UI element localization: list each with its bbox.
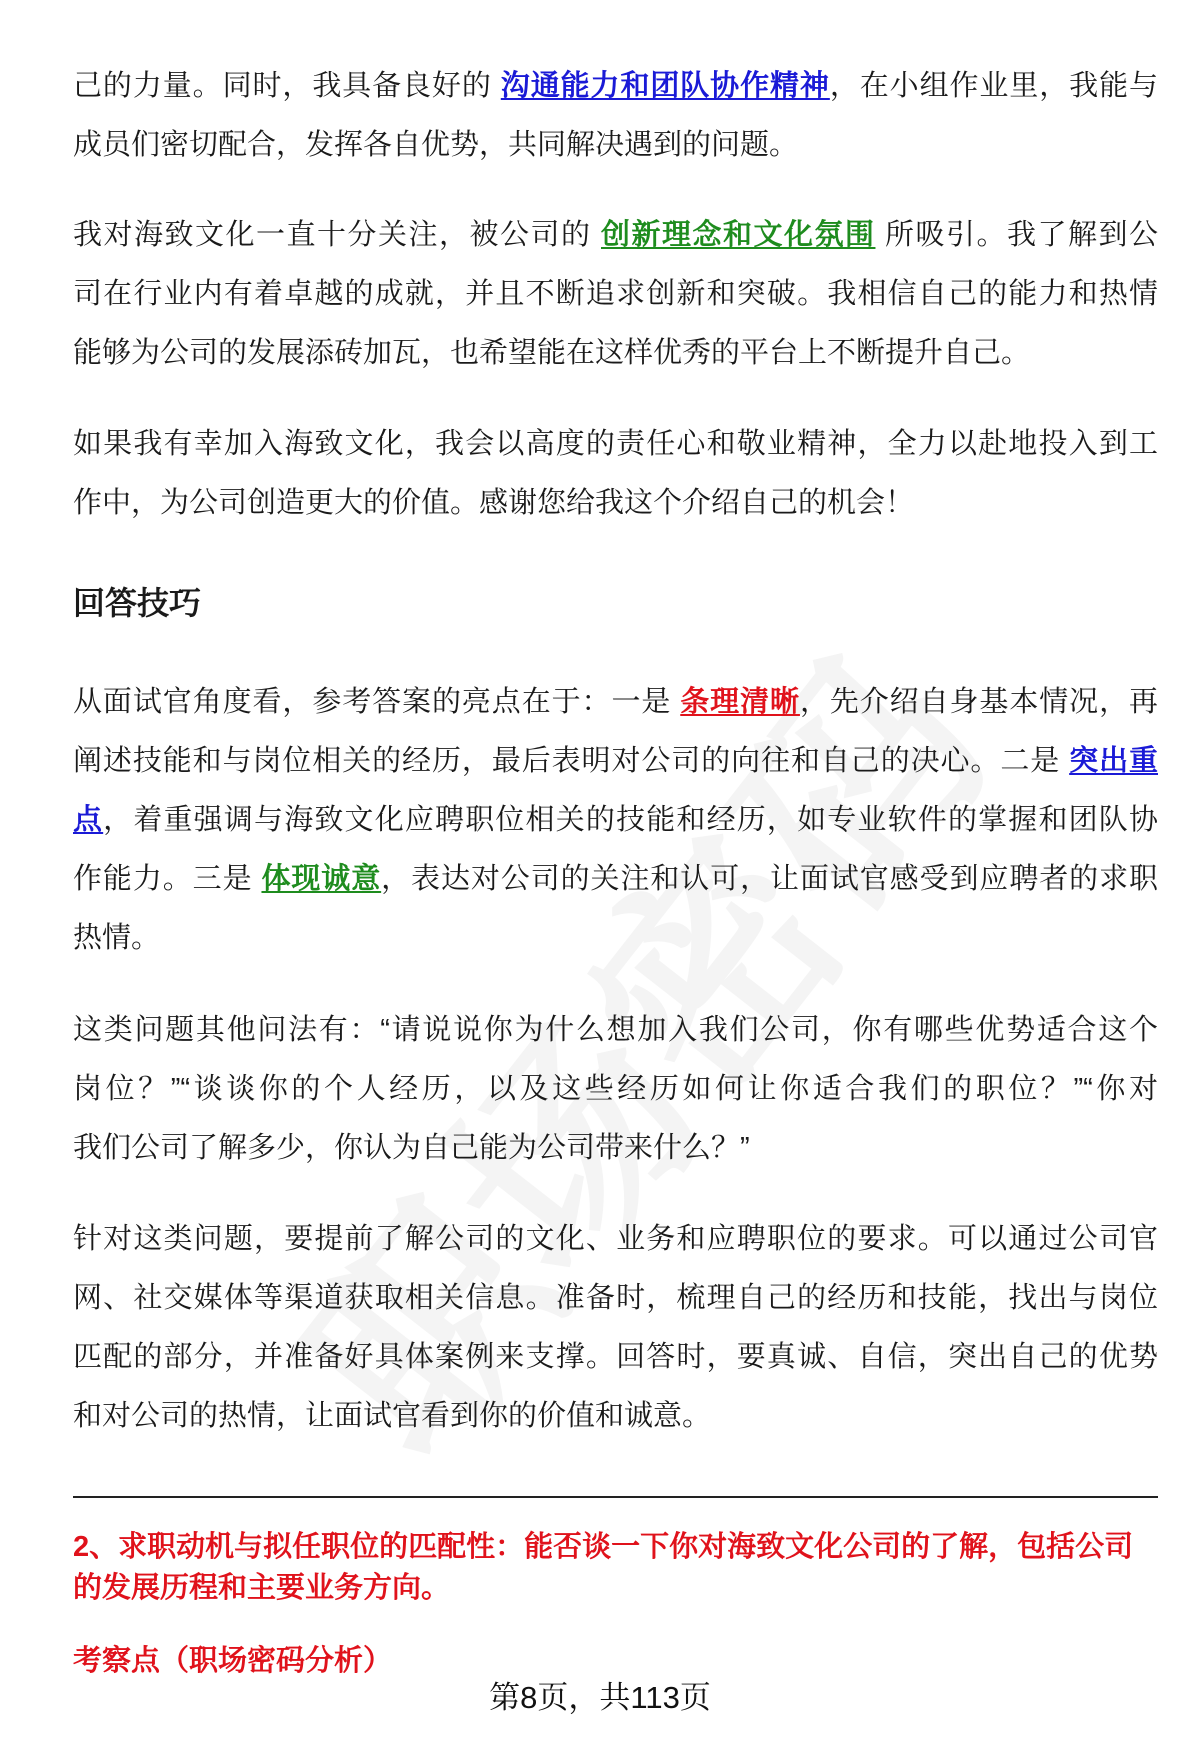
text-segment: 我对海致文化一直十分关注，被公司的 — [73, 219, 601, 251]
text-segment: 和对公司的热情，让面试官看到你的价值和诚意。 — [73, 1400, 712, 1432]
text-line — [73, 415, 1158, 474]
paragraph-3 — [73, 415, 1158, 533]
question-title: 2、求职动机与拟任职位的匹配性：能否谈一下你对海致文化公司的了解，包括公司的发展历程和主要业务方向。 — [73, 1531, 1134, 1604]
text-line — [73, 206, 1158, 265]
text-line — [73, 116, 1158, 175]
text-segment: 成员们密切配合，发挥各自优势，共同解决遇到的问题。 — [73, 129, 799, 161]
text-line — [73, 474, 1158, 533]
paragraph-2 — [73, 206, 1158, 383]
highlight-phrase: 创新理念和文化氛围 — [601, 219, 876, 251]
text-line — [73, 732, 1158, 791]
text-line — [73, 265, 1158, 324]
text-line — [73, 1060, 1158, 1119]
paragraph-1 — [73, 57, 1158, 175]
text-line — [73, 57, 1158, 116]
divider — [73, 1496, 1158, 1498]
text-line — [73, 1001, 1158, 1060]
text-line — [73, 1119, 1158, 1178]
text-segment: 所吸引。我了解到公 — [875, 219, 1158, 251]
text-segment: 我们公司了解多少，你认为自己能为公司带来什么？” — [73, 1132, 750, 1164]
text-segment: 能够为公司的发展添砖加瓦，也希望能在这样优秀的平台上不断提升自己。 — [73, 337, 1031, 369]
text-segment: 网、社交媒体等渠道获取相关信息。准备时，梳理自己的经历和技能，找出与岗位 — [73, 1282, 1158, 1314]
text-segment: 己的力量。同时，我具备良好的 — [73, 70, 501, 102]
text-segment: 司在行业内有着卓越的成就，并且不断追求创新和突破。我相信自己的能力和热情 — [73, 278, 1158, 310]
text-segment: 这类问题其他问法有：“请说说你为什么想加入我们公司，你有哪些优势适合这个 — [73, 1014, 1158, 1046]
text-segment: 热情。 — [73, 922, 161, 954]
text-line — [73, 850, 1158, 909]
text-segment: 阐述技能和与岗位相关的经历，最后表明对公司的向往和自己的决心。二是 — [73, 745, 1070, 777]
section-heading: 回答技巧 — [73, 585, 202, 621]
text-line — [73, 791, 1158, 850]
subheading: 考察点（职场密码分析） — [73, 1645, 393, 1677]
highlight-phrase: 点 — [73, 804, 104, 836]
text-segment: 作中，为公司创造更大的价值。感谢您给我这个介绍自己的机会！ — [73, 487, 915, 519]
text-segment: 匹配的部分，并准备好具体案例来支撑。回答时，要真诚、自信，突出自己的优势 — [73, 1341, 1158, 1373]
text-segment: 岗位？”“谈谈你的个人经历，以及这些经历如何让你适合我们的职位？”“你对 — [73, 1073, 1158, 1105]
text-segment: ，先介绍自身基本情况，再 — [799, 686, 1158, 718]
paragraph-6 — [73, 1210, 1158, 1446]
text-line — [73, 324, 1158, 383]
paragraph-5 — [73, 1001, 1158, 1178]
text-segment: 作能力。三是 — [73, 863, 262, 895]
text-segment: ，在小组作业里，我能与 — [829, 70, 1158, 102]
highlight-phrase: 条理清晰 — [680, 686, 800, 718]
text-line — [73, 909, 1158, 968]
highlight-phrase: 突出重 — [1069, 745, 1158, 777]
text-segment: ，着重强调与海致文化应聘职位相关的技能和经历，如专业软件的掌握和团队协 — [103, 804, 1158, 836]
text-segment: ，表达对公司的关注和认可，让面试官感受到应聘者的求职 — [381, 863, 1158, 895]
highlight-phrase: 沟通能力和团队协作精神 — [500, 70, 830, 102]
text-segment: 针对这类问题，要提前了解公司的文化、业务和应聘职位的要求。可以通过公司官 — [73, 1223, 1158, 1255]
page-footer: 第8页，共113页 — [489, 1680, 711, 1715]
paragraph-4 — [73, 673, 1158, 968]
text-line — [73, 1210, 1158, 1269]
text-segment: 如果我有幸加入海致文化，我会以高度的责任心和敬业精神，全力以赴地投入到工 — [73, 428, 1158, 460]
text-line — [73, 1269, 1158, 1328]
text-segment: 从面试官角度看，参考答案的亮点在于：一是 — [73, 686, 681, 718]
text-line — [73, 1387, 1158, 1446]
text-line — [73, 673, 1158, 732]
highlight-phrase: 体现诚意 — [261, 863, 382, 895]
text-line — [73, 1328, 1158, 1387]
